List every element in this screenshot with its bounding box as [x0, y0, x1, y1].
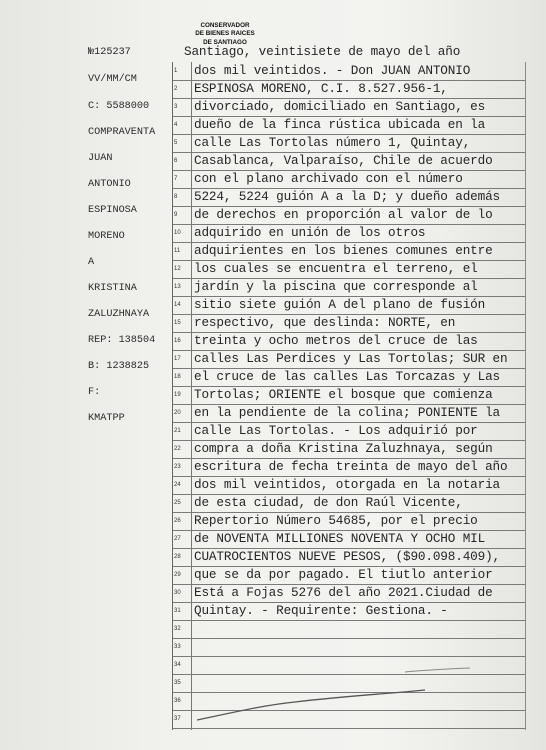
signature-scribble [195, 650, 525, 730]
body-line: Casablanca, Valparaíso, Chile de acuerdo [194, 153, 493, 168]
line-number: 21 [174, 428, 181, 434]
body-line: dos mil veintidos, otorgada en la notaria [194, 477, 501, 492]
body-line: dos mil veintidos. - Don JUAN ANTONIO [194, 63, 471, 78]
line-number: 20 [174, 410, 181, 416]
party-name-line: MORENO [88, 231, 125, 242]
header-line-1: CONSERVADOR [200, 22, 250, 29]
line-number: 27 [174, 536, 181, 542]
line-number: 25 [174, 500, 181, 506]
body-line: Repertorio Número 54685, por el precio [194, 513, 478, 528]
line-number: 32 [174, 626, 181, 632]
line-number: 2 [174, 86, 178, 92]
line-number: 35 [174, 680, 181, 686]
line-number: 34 [174, 662, 181, 668]
body-line: divorciado, domiciliado en Santiago, es [194, 99, 486, 114]
line-number: 11 [174, 248, 181, 254]
line-number: 31 [174, 608, 181, 614]
line-number: 5 [174, 140, 178, 146]
party-name-line: ANTONIO [88, 179, 131, 190]
line-number: 9 [174, 212, 178, 218]
initials: VV/MM/CM [88, 74, 137, 85]
line-number: 19 [174, 392, 181, 398]
body-line: de NOVENTA MILLIONES NOVENTA Y OCHO MIL [194, 531, 486, 546]
ruled-row [173, 620, 525, 639]
code-kmatpp: KMATPP [88, 413, 125, 424]
line-number: 16 [174, 338, 181, 344]
body-line: en la pendiente de la colina; PONIENTE la [194, 405, 501, 420]
line-number: 12 [174, 266, 181, 272]
body-line: adquirientes en los bienes comunes entre [194, 243, 493, 258]
body-line: adquirido en unión de los otros [194, 225, 426, 240]
body-line: escritura de fecha treinta de mayo del año [194, 459, 508, 474]
body-line: de esta ciudad, de don Raúl Vicente, [194, 495, 463, 510]
party-name-line: JUAN [88, 153, 113, 164]
line-number: 18 [174, 374, 181, 380]
line-number: 24 [174, 482, 181, 488]
body-line: calles Las Perdices y Las Tortolas; SUR en [194, 351, 508, 366]
f-field: F: [88, 387, 101, 398]
body-line: de derechos en proporción al valor de lo [194, 207, 493, 222]
b-number: B: 1238825 [88, 361, 150, 372]
line-number: 1 [174, 68, 178, 74]
body-line: jardín y la piscina que corresponde al [194, 279, 478, 294]
body-line: 5224, 5224 guión A a la D; y dueño además [194, 189, 501, 204]
line-number: 15 [174, 320, 181, 326]
body-line: Quintay. - Requirente: Gestiona. - [194, 603, 448, 618]
body-first-line: Santiago, veintisiete de mayo del año [184, 44, 461, 59]
line-number: 28 [174, 554, 181, 560]
line-number: 3 [174, 104, 178, 110]
line-number: 37 [174, 716, 181, 722]
body-line: dueño de la finca rústica ubicada en la [194, 117, 486, 132]
body-line: Está a Fojas 5276 del año 2021.Ciudad de [194, 585, 493, 600]
line-number: 36 [174, 698, 181, 704]
body-line: respectivo, que deslinda: NORTE, en [194, 315, 456, 330]
line-number: 7 [174, 176, 178, 182]
line-number: 29 [174, 572, 181, 578]
body-line: que se da por pagado. El tiutlo anterior [194, 567, 493, 582]
registry-number: №125237 [88, 47, 131, 58]
party-name-line: ESPINOSA [88, 205, 137, 216]
body-line: con el plano archivado con el número [194, 171, 463, 186]
party-name-line: ZALUZHNAYA [88, 309, 150, 320]
line-number: 26 [174, 518, 181, 524]
body-line: ESPINOSA MORENO, C.I. 8.527.956-1, [194, 81, 448, 96]
line-number: 33 [174, 644, 181, 650]
line-number: 30 [174, 590, 181, 596]
code-c: C: 5588000 [88, 101, 150, 112]
body-line: calle Las Tortolas. - Los adquirió por [194, 423, 478, 438]
body-line: calle Las Tortolas número 1, Quintay, [194, 135, 471, 150]
rep-number: REP: 138504 [88, 335, 156, 346]
act-type: COMPRAVENTA [88, 127, 156, 138]
party-name-line: A [88, 257, 95, 268]
header-line-3: DE SANTIAGO [203, 38, 247, 46]
body-line: el cruce de las calles Las Torcazas y Las [194, 369, 501, 384]
header-line-2: DE BIENES RAICES [195, 30, 255, 38]
line-number: 17 [174, 356, 181, 362]
line-number: 6 [174, 158, 178, 164]
line-number: 14 [174, 302, 181, 308]
body-line: Tortolas; ORIENTE el bosque que comienza [194, 387, 493, 402]
line-number: 8 [174, 194, 178, 200]
line-number: 13 [174, 284, 181, 290]
body-line: los cuales se encuentra el terreno, el [194, 261, 478, 276]
line-number: 10 [174, 230, 181, 236]
body-line: treinta y ocho metros del cruce de las [194, 333, 478, 348]
line-number: 22 [174, 446, 181, 452]
body-line: sitio siete guión A del plano de fusión [194, 297, 486, 312]
party-name-line: KRISTINA [88, 283, 137, 294]
line-number: 4 [174, 122, 178, 128]
line-number: 23 [174, 464, 181, 470]
body-line: compra a doña Kristina Zaluzhnaya, según [194, 441, 493, 456]
body-line: CUATROCIENTOS NUEVE PESOS, ($90.098.409), [194, 549, 501, 564]
